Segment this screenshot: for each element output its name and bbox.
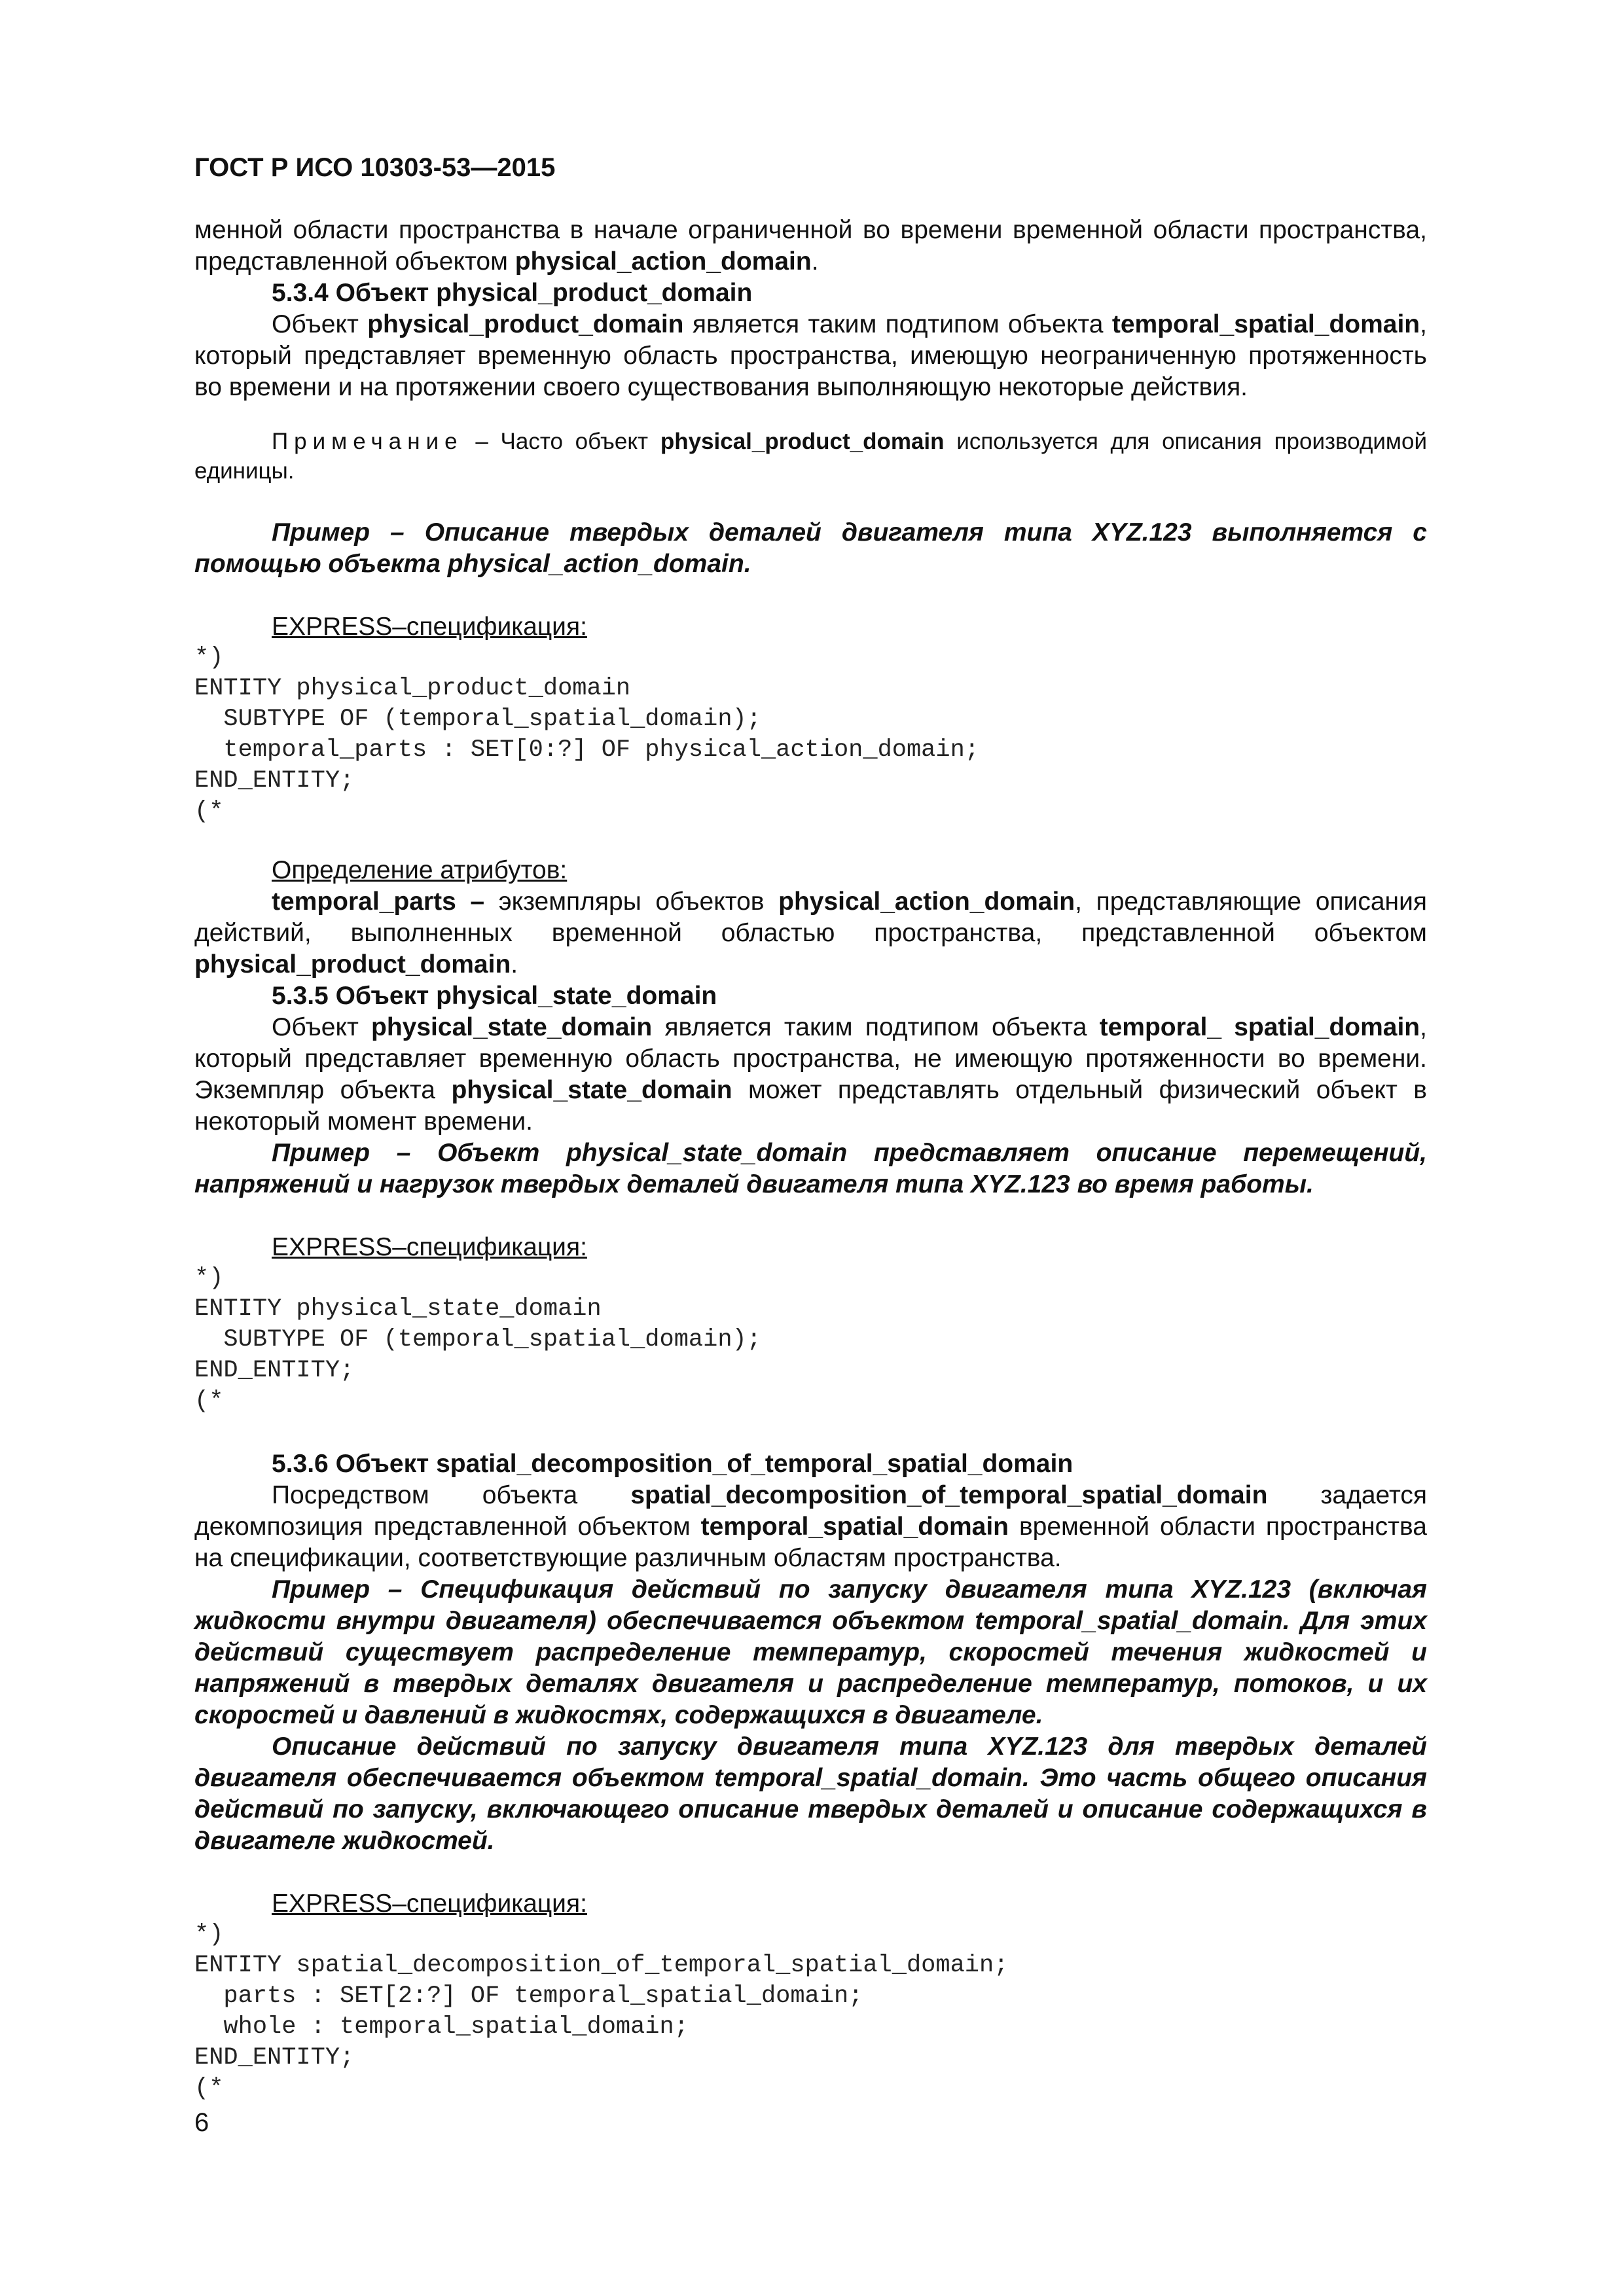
s535-p1-f: physical_state_domain — [451, 1076, 732, 1104]
s535-p1-e: , который представляет временную область пространства, не имеющую протяженности во времени. Экземпляр объекта — [194, 1013, 1427, 1104]
attr-a: temporal_parts – — [272, 888, 485, 916]
section-535-paragraph — [194, 1012, 1427, 1138]
page-header: ГОСТ Р ИСО 10303-53—2015 — [194, 153, 556, 182]
s535-p1-a: Объект — [272, 1013, 372, 1041]
intro-entity: physical_action_domain — [514, 247, 812, 276]
intro-end: . — [811, 247, 819, 276]
section-535-heading: 5.3.5 Объект physical_state_domain — [272, 982, 717, 1010]
section-536-heading: 5.3.6 Объект spatial_decomposition_of_temporal_spatial_domain — [272, 1450, 1074, 1478]
section-535-express-label: EXPRESS–спецификация: — [272, 1233, 587, 1261]
s534-p1-c: является таким подтипом объекта — [683, 310, 1112, 338]
attr-d: , представляющие описания действий, выполненных временной областью пространства, представленной объектом — [194, 888, 1427, 947]
s536-p1-c: задается декомпозиция представленной объектом — [194, 1481, 1427, 1541]
s536-p1-b: spatial_decomposition_of_temporal_spatial_domain — [630, 1481, 1268, 1509]
document-page — [194, 152, 1427, 2138]
section-534-example: Пример – Описание твердых деталей двигателя типа XYZ.123 выполняется с помощью объекта physical_action_domain. — [194, 518, 1427, 578]
s534-p1-a: Объект — [272, 310, 368, 338]
section-535-express-code: *) ENTITY physical_state_domain SUBTYPE OF (temporal_spatial_domain); END_ENTITY; (* — [194, 1265, 761, 1415]
note-a: – Часто объект — [463, 429, 660, 454]
s535-p1-c: является таким подтипом объекта — [652, 1013, 1100, 1041]
intro-paragraph — [194, 215, 1427, 278]
attr-f: . — [511, 950, 518, 978]
section-536-example-1: Пример – Спецификация действий по запуску двигателя типа XYZ.123 (включая жидкости внутри двигателя) обеспечивается объектом temporal_spatial_domain. Для этих действий существует распределение температур, скоростей течения жидкостей и напряжений в твердых деталях двигателя и распределение температур, потоков, и их скоростей и давлений в жидкостях, содержащихся в двигателе. — [194, 1575, 1427, 1729]
s535-p1-d: temporal_ spatial_domain — [1099, 1013, 1420, 1041]
note-b: physical_product_domain — [660, 429, 945, 454]
s536-p1-d: temporal_spatial_domain — [700, 1513, 1009, 1541]
s536-p1-a: Посредством объекта — [272, 1481, 631, 1509]
s535-p1-g: может представлять отдельный физический объект в некоторый момент времени. — [194, 1076, 1428, 1136]
section-534-note — [194, 427, 1427, 486]
attr-c: physical_action_domain — [778, 888, 1075, 916]
section-536-paragraph — [194, 1480, 1427, 1574]
section-536-express-label: EXPRESS–спецификация: — [272, 1890, 587, 1918]
attr-b: экземпляры объектов — [484, 888, 779, 916]
note-label: Примечание — [272, 429, 463, 454]
section-534-heading: 5.3.4 Объект physical_product_domain — [272, 279, 753, 307]
s536-p1-e: временной области пространства на спецификации, соответствующие различным областям пространства. — [194, 1513, 1427, 1572]
attributes-label: Определение атрибутов: — [272, 856, 568, 884]
section-534-paragraph — [194, 309, 1427, 403]
s534-p1-d: temporal_spatial_domain — [1111, 310, 1420, 338]
attributes-paragraph — [194, 886, 1427, 980]
section-534-express-label: EXPRESS–спецификация: — [272, 613, 587, 641]
s534-p1-b: physical_product_domain — [367, 310, 684, 338]
page-number: 6 — [194, 2108, 209, 2137]
section-535-example: Пример – Объект physical_state_domain представляет описание перемещений, напряжений и нагрузок твердых деталей двигателя типа XYZ.123 во время работы. — [194, 1139, 1427, 1198]
note-c: используется для описания производимой единицы. — [194, 429, 1427, 484]
section-536-express-code: *) ENTITY spatial_decomposition_of_temporal_spatial_domain; parts : SET[2:?] OF temporal_spatial_domain; whole : temporal_spatial_domain; END_ENTITY; (* — [194, 1921, 1009, 2102]
section-536-example-2: Описание действий по запуску двигателя типа XYZ.123 для твердых деталей двигателя обеспечивается объектом temporal_spatial_domain. Это часть общего описания действий по запуску, включающего описание твердых деталей и описание содержащихся в двигателе жидкостей. — [194, 1732, 1427, 1855]
section-534-express-code: *) ENTITY physical_product_domain SUBTYPE OF (temporal_spatial_domain); temporal_parts : SET[0:?] OF physical_action_domain; END_ENTITY; (* — [194, 644, 979, 825]
intro-text: менной области пространства в начале ограниченной во времени временной области пространства, представленной объектом — [194, 216, 1427, 276]
attr-e: physical_product_domain — [194, 950, 511, 978]
s535-p1-b: physical_state_domain — [371, 1013, 653, 1041]
s534-p1-e: , который представляет временную область пространства, имеющую неограниченную протяженность во времени и на протяжении своего существования выполняющую некоторые действия. — [194, 310, 1427, 401]
